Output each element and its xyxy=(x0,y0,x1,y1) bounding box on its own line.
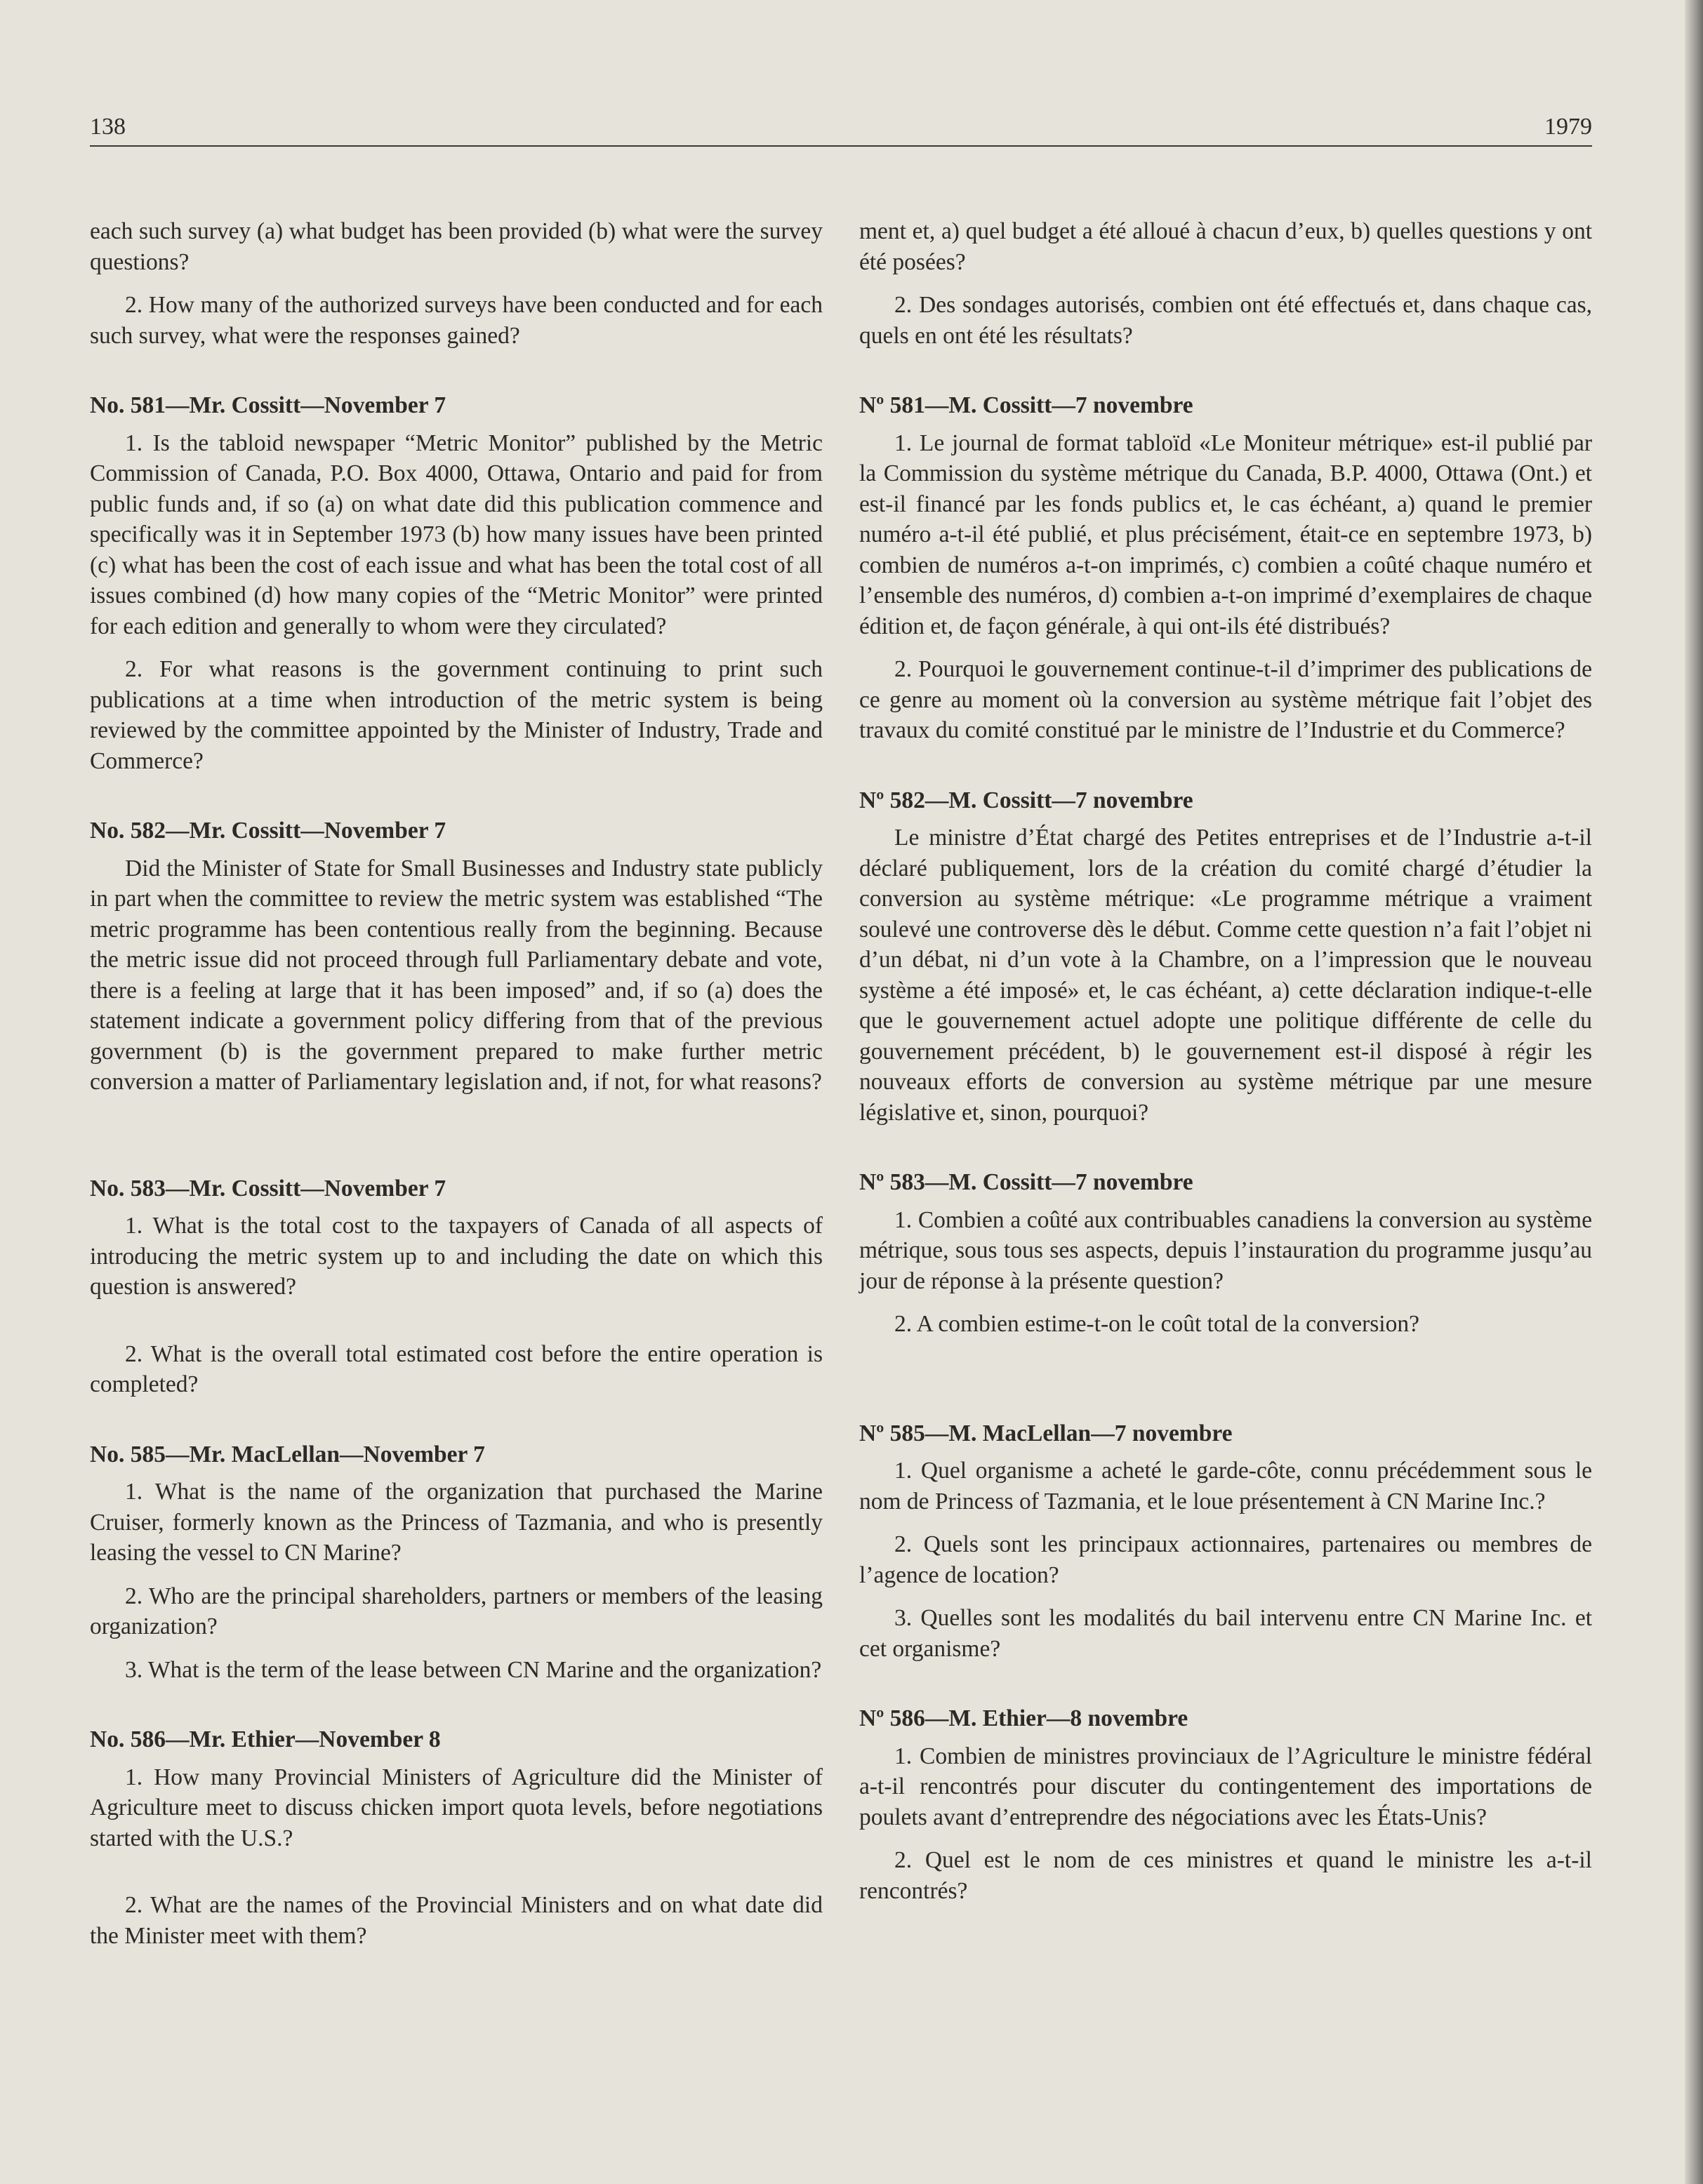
question-581-paragraph: 2. For what reasons is the government continuing to print such publications at a time when introduction of the metric system is being reviewed by the committee appointed by the Minister of Industry, Trade and Commerce? xyxy=(90,656,823,774)
question-585-title: Nº 585—M. MacLellan—7 novembre xyxy=(859,1420,1233,1446)
question-583-paragraph: 2. What is the overall total estimated cost before the entire operation is completed? xyxy=(90,1340,823,1397)
spacer xyxy=(859,1352,1592,1379)
question-582-paragraph: Did the Minister of State for Small Businesses and Industry state publicly in part when the committee to review the metric system was established “The metric programme has been contentious really from the beginning. Because the metric issue did not proceed through full Parliamentary debate and vote, there is a feeling at large that it has been imposed” and, if so (a) does the statement indicate a government policy differing from that of the previous government (b) is the government prepared to make further metric conversion a matter of Parliamentary legislation and, if not, for what reasons? xyxy=(90,855,823,1095)
intro-paragraph: 2. Des sondages autorisés, combien ont été effectués et, dans chaque cas, quels en ont été les résultats? xyxy=(859,292,1592,349)
spacer xyxy=(90,1866,823,1890)
question-581-title: No. 581—Mr. Cossitt—November 7 xyxy=(90,392,446,418)
intro-paragraph: 2. How many of the authorized surveys have been conducted and for each such survey, what were the responses gained? xyxy=(90,292,823,349)
intro-paragraph: each such survey (a) what budget has been provided (b) what were the survey questions? xyxy=(90,218,823,275)
question-581-paragraph: 2. Pourquoi le gouvernement continue-t-il d’imprimer des publications de ce genre au moment où la conversion au système métrique fait l’objet des travaux du comité constitué par le ministre de l’Industrie et du Commerce? xyxy=(859,656,1592,743)
question-582-title: Nº 582—M. Cossitt—7 novembre xyxy=(859,787,1193,813)
french-column xyxy=(859,216,1592,1919)
question-583-title: Nº 583—M. Cossitt—7 novembre xyxy=(859,1169,1193,1195)
question-585-paragraph: 2. Who are the principal shareholders, partners or members of the leasing organization? xyxy=(90,1583,823,1639)
spacer xyxy=(90,1315,823,1339)
question-583-title: No. 583—Mr. Cossitt—November 7 xyxy=(90,1175,446,1201)
intro-paragraph: ment et, a) quel budget a été alloué à chacun d’eux, b) quelles questions y ont été posées? xyxy=(859,218,1592,275)
question-585-paragraph: 1. What is the name of the organization that purchased the Marine Cruiser, formerly known as the Princess of Tazmania, and who is presently leasing the vessel to CN Marine? xyxy=(90,1479,823,1566)
spacer xyxy=(90,1110,823,1134)
question-583-paragraph: 2. A combien estime-t-on le coût total de la conversion? xyxy=(894,1311,1419,1337)
question-586-title: Nº 586—M. Ethier—8 novembre xyxy=(859,1705,1188,1731)
question-585-paragraph: 1. Quel organisme a acheté le garde-côte, connu précédemment sous le nom de Princess of Tazmania, et le loue présentement à CN Marine Inc.? xyxy=(859,1458,1592,1514)
question-582-title: No. 582—Mr. Cossitt—November 7 xyxy=(90,818,446,844)
question-585-paragraph: 3. What is the term of the lease between CN Marine and the organization? xyxy=(125,1656,822,1683)
question-586-paragraph: 2. Quel est le nom de ces ministres et quand le ministre les a-t-il rencontrés? xyxy=(859,1847,1592,1904)
page-binding-edge xyxy=(1685,0,1703,2184)
english-column xyxy=(90,216,823,1964)
question-583-paragraph: 1. Combien a coûté aux contribuables canadiens la conversion au système métrique, sous tous ses aspects, depuis l’instauration du programme jusqu’au jour de réponse à la présente question? xyxy=(859,1206,1592,1294)
page-header xyxy=(90,114,1592,149)
question-585-title: No. 585—Mr. MacLellan—November 7 xyxy=(90,1441,485,1467)
question-581-paragraph: 1. Le journal de format tabloïd «Le Moniteur métrique» est-il publié par la Commission du système métrique du Canada, B.P. 4000, Ottawa (Ont.) et est-il financé par les fonds publics et, le cas échéant, a) quand le premier numéro a-t-il été publié, et plus précisément, était-ce en septembre 1973, b) combien de numéros a-t-on imprimés, c) combien a coûté chaque numéro et l’ensemble des numéros, d) combien a-t-on imprimé d’exemplaires de chaque édition et, de façon générale, à qui ont-ils été distribués? xyxy=(859,430,1592,639)
question-585-paragraph: 3. Quelles sont les modalités du bail intervenu entre CN Marine Inc. et cet organisme? xyxy=(859,1605,1592,1662)
question-585-paragraph: 2. Quels sont les principaux actionnaires, partenaires ou membres de l’agence de location? xyxy=(859,1531,1592,1588)
question-586-paragraph: 1. Combien de ministres provinciaux de l’Agriculture le ministre fédéral a-t-il rencontrés pour discuter du contingentement des importations de poulets avant d’entreprendre des négociations avec les États-Unis? xyxy=(859,1743,1592,1830)
page-number: 138 xyxy=(90,114,126,140)
question-586-title: No. 586—Mr. Ethier—November 8 xyxy=(90,1726,441,1752)
question-582-paragraph: Le ministre d’État chargé des Petites entreprises et de l’Industrie a-t-il déclaré publiquement, lors de la création du comité chargé d’étudier la conversion au système métrique: «Le programme métrique a vraiment soulevé une controverse dès le début. Comme cette question n’a fait l’objet ni d’un débat, ni d’un vote à la Chambre, on a l’impression que le nouveau système a été imposé» et, le cas échéant, a) cette déclaration indique-t-elle que le gouvernement actuel adopte une politique différente de celle du gouvernement précédent, b) le gouvernement est-il disposé à régir les nouveaux efforts de conversion au système métrique par une mesure législative et, sinon, pourquoi? xyxy=(859,825,1592,1126)
header-rule xyxy=(90,145,1592,147)
question-581-paragraph: 1. Is the tabloid newspaper “Metric Monitor” published by the Metric Commission of Canada, P.O. Box 4000, Ottawa, Ontario and paid for from public funds and, if so (a) on what date did this publication commence and specifically was it in September 1973 (b) how many issues have been printed (c) what has been the cost of each issue and what has been the total cost of all issues combined (d) how many copies of the “Metric Monitor” were printed for each edition and generally to whom were they circulated? xyxy=(90,430,823,639)
question-586-paragraph: 2. What are the names of the Provincial Ministers and on what date did the Minister meet with them? xyxy=(90,1892,823,1949)
question-581-title: Nº 581—M. Cossitt—7 novembre xyxy=(859,392,1193,418)
question-583-paragraph: 1. What is the total cost to the taxpayers of Canada of all aspects of introducing the metric system up to and including the date on which this question is answered? xyxy=(90,1213,823,1300)
year-label: 1979 xyxy=(1544,114,1592,140)
question-586-paragraph: 1. How many Provincial Ministers of Agriculture did the Minister of Agriculture meet to discuss chicken import quota levels, before negotiations started with the U.S.? xyxy=(90,1764,823,1851)
